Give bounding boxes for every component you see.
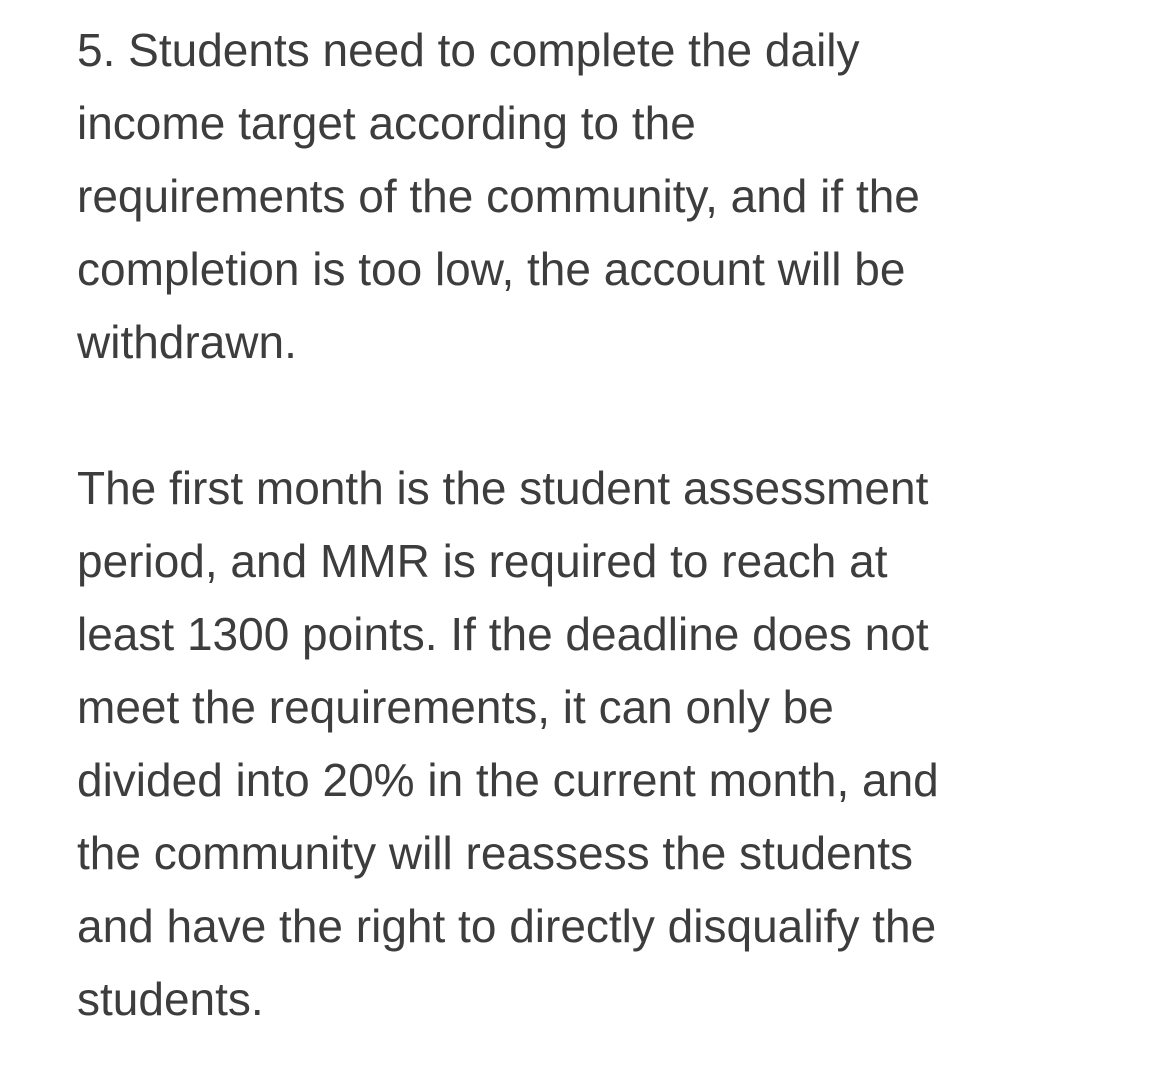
text-line: income target according to the [77,97,696,149]
text-line: the community will reassess the students [77,827,914,879]
text-line: 5. Students need to complete the daily [77,24,860,76]
text-line: least 1300 points. If the deadline does not [77,608,929,660]
text-line: and have the right to directly disqualify the [77,900,937,952]
text-line: period, and MMR is required to reach at [77,535,888,587]
note-body[interactable] [77,14,1087,1036]
text-line: The first month is the student assessment [77,462,929,514]
text-line: students. [77,973,264,1025]
text-line: meet the requirements, it can only be [77,681,834,733]
text-line: completion is too low, the account will be [77,243,906,295]
paragraph-rule-5 [77,14,1087,379]
paragraph-assessment-period [77,452,1087,1036]
text-line: withdrawn. [77,316,297,368]
text-line: requirements of the community, and if the [77,170,920,222]
text-line: divided into 20% in the current month, and [77,754,939,806]
